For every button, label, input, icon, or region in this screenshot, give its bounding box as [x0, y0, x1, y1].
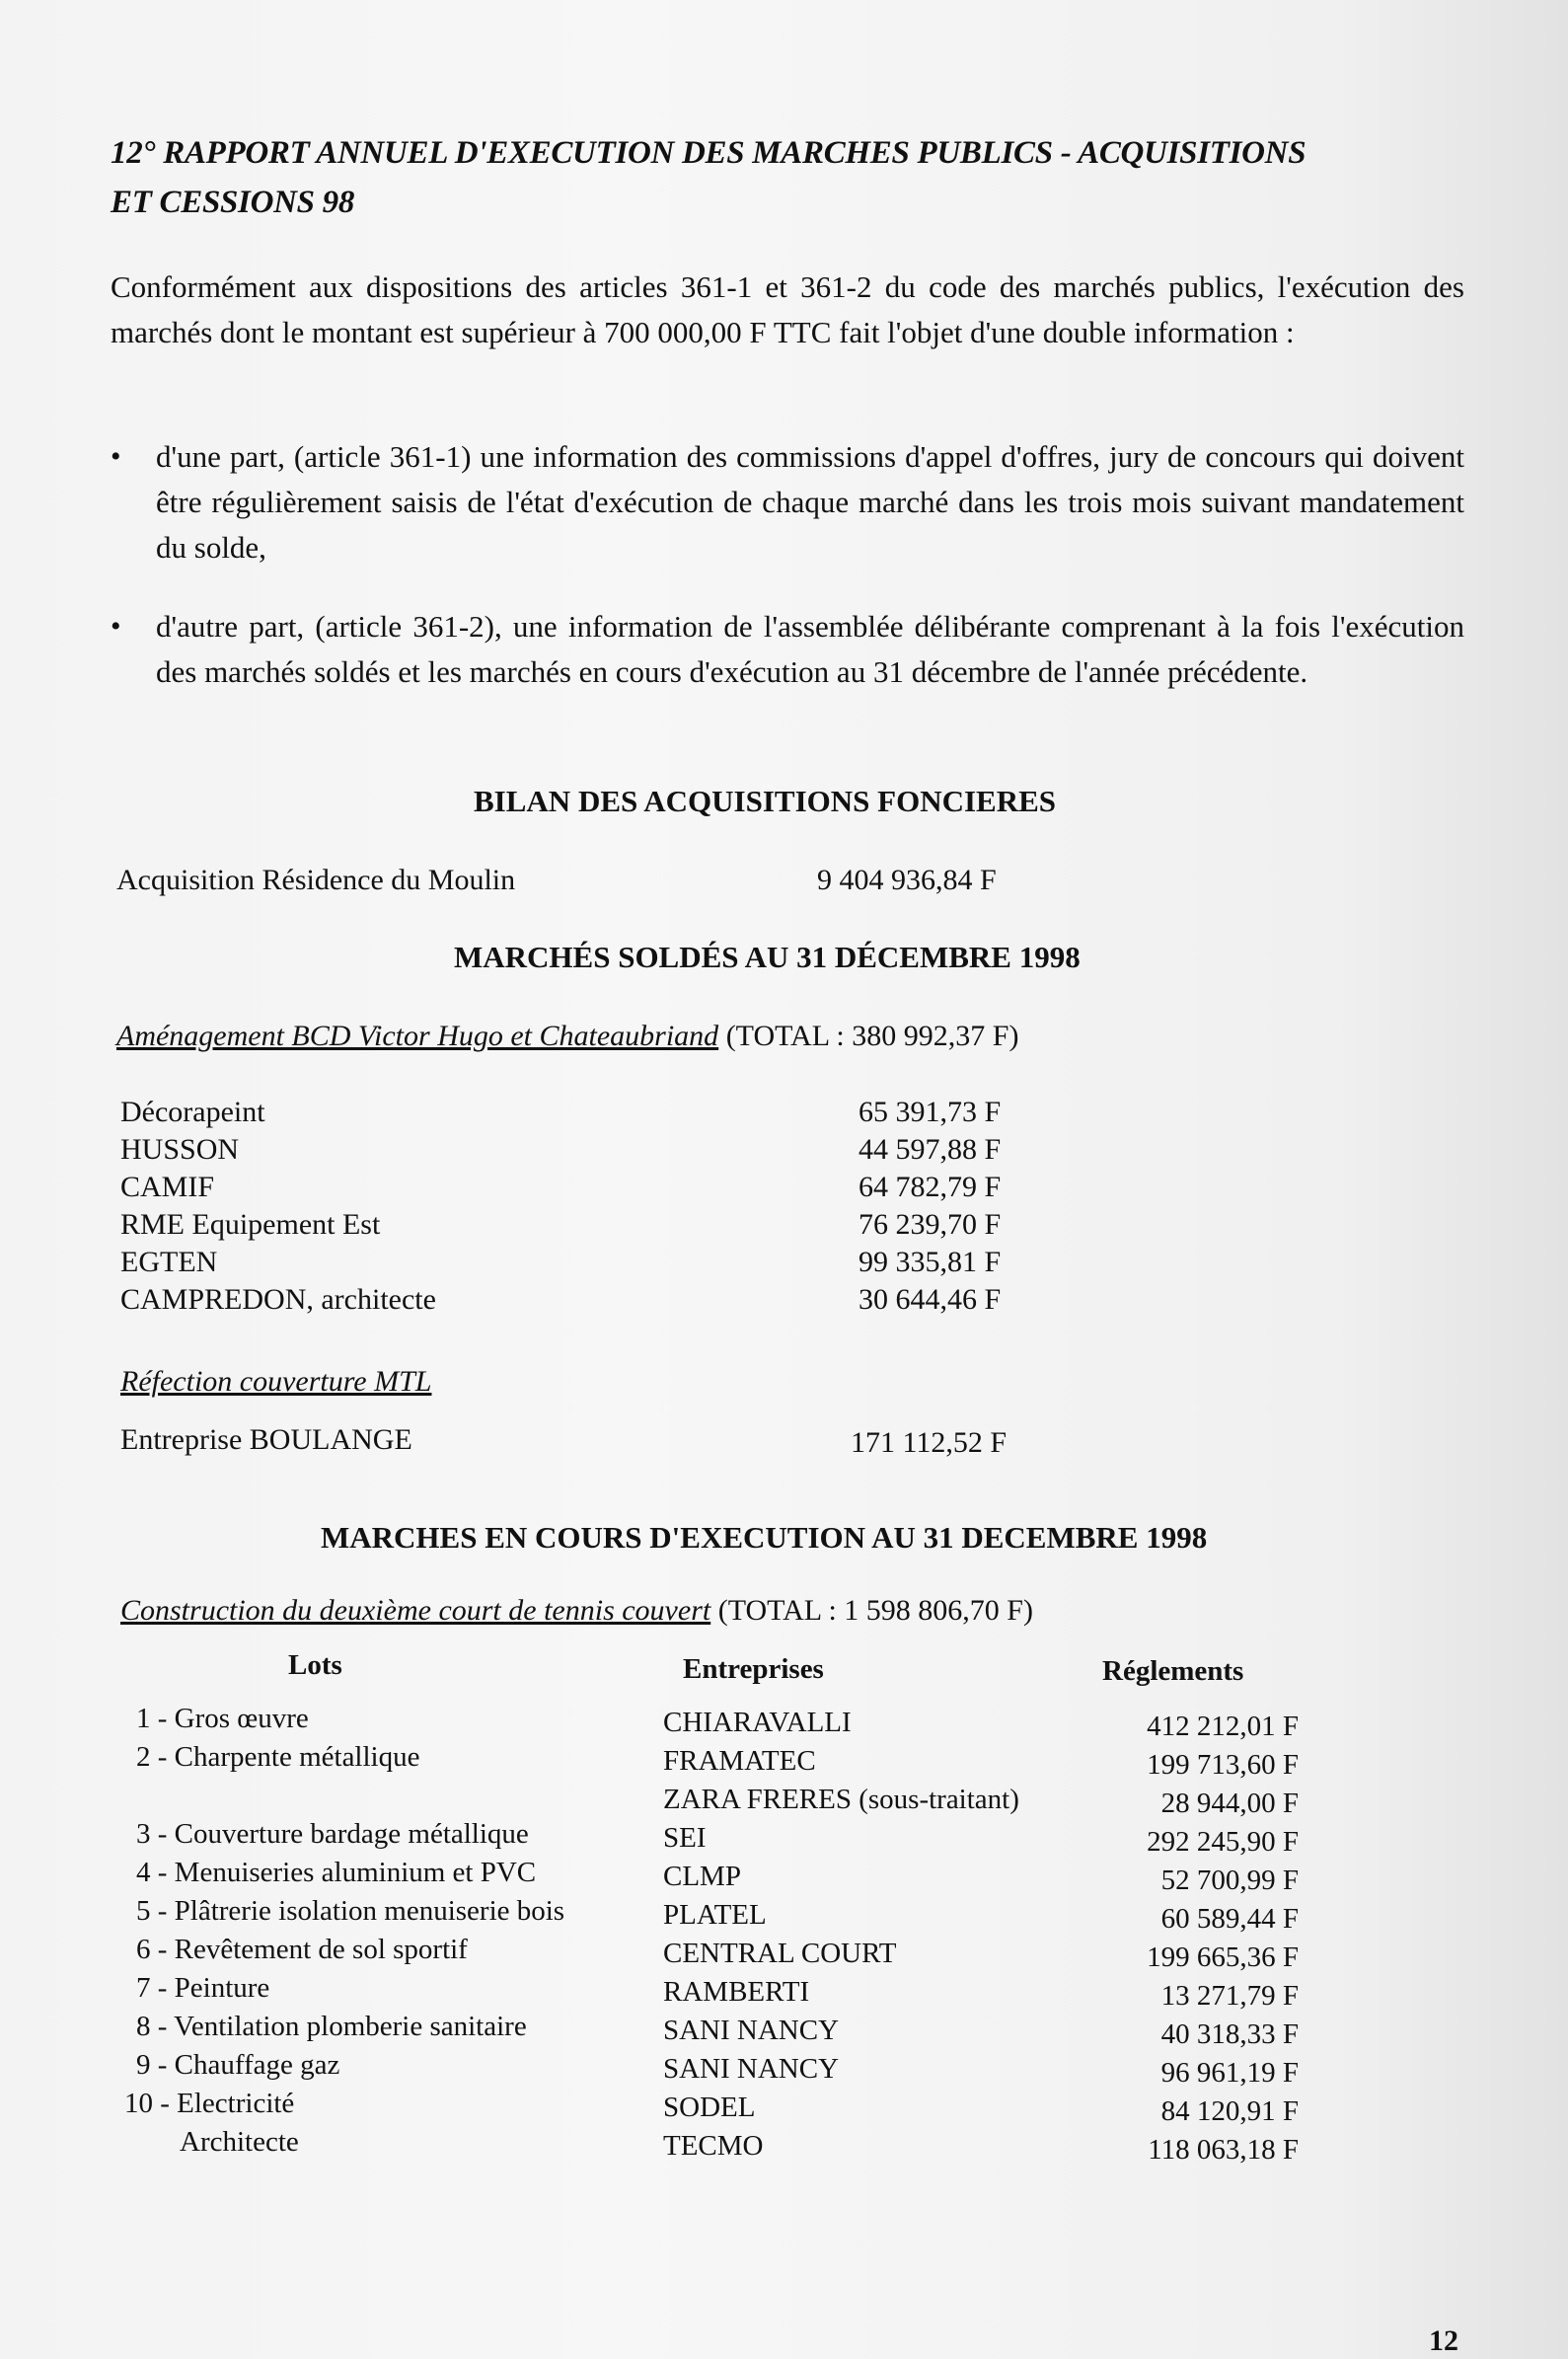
project-title: Construction du deuxième court de tennis couvert — [120, 1594, 711, 1627]
table-row — [0, 1777, 1568, 1819]
bullet-icon: • — [111, 440, 121, 473]
lot-cell: 3 - Couverture bardage métallique — [136, 1818, 529, 1850]
reglement-cell: 96 961,19 F — [1160, 2057, 1299, 2089]
entreprise-cell: CENTRAL COURT — [663, 1938, 897, 1969]
lot-cell: 5 - Plâtrerie isolation menuiserie bois — [136, 1895, 565, 1927]
list-item-amount: 30 644,46 F — [859, 1283, 1002, 1316]
entreprise-cell: PLATEL — [663, 1899, 767, 1931]
list-item-label: RME Equipement Est — [120, 1208, 381, 1241]
entreprise-cell: SEI — [663, 1822, 707, 1854]
entreprise-cell: ZARA FRERES (sous-traitant) — [663, 1784, 1019, 1815]
acquisition-amount: 9 404 936,84 F — [817, 864, 997, 896]
lot-cell: 1 - Gros œuvre — [136, 1703, 309, 1734]
list-item-amount: 65 391,73 F — [859, 1096, 1002, 1128]
table-row — [0, 2008, 1568, 2050]
entreprise-cell: SODEL — [663, 2092, 756, 2123]
table-row — [0, 2123, 1568, 2166]
table-row — [0, 1969, 1568, 2012]
bcd-list — [0, 1094, 1568, 1331]
list-item-label: EGTEN — [120, 1246, 218, 1278]
document-title-line-2: ET CESSIONS 98 — [111, 185, 355, 220]
lot-cell: 2 - Charpente métallique — [136, 1741, 420, 1773]
list-item-amount: 99 335,81 F — [859, 1246, 1002, 1278]
table-row — [0, 1854, 1568, 1896]
reglement-cell: 84 120,91 F — [1160, 2095, 1299, 2127]
column-header-lots: Lots — [288, 1649, 342, 1681]
list-item-label: HUSSON — [120, 1133, 240, 1166]
reglement-cell: 13 271,79 F — [1160, 1980, 1299, 2012]
document-title-line-1: 12° RAPPORT ANNUEL D'EXECUTION DES MARCHES PUBLICS - ACQUISITIONS — [111, 135, 1307, 171]
list-item-amount: 44 597,88 F — [859, 1133, 1002, 1166]
entreprise-cell: SANI NANCY — [663, 2053, 840, 2085]
lot-cell: Architecte — [180, 2126, 299, 2158]
lot-cell: 9 - Chauffage gaz — [136, 2049, 340, 2081]
section-heading-acquisitions: BILAN DES ACQUISITIONS FONCIERES — [474, 784, 1057, 818]
bullet-text: d'une part, (article 361-1) une information des commissions d'appel d'offres, jury de concours qui doivent être régulièrement saisis de l'état d'exécution de chaque marché dans les trois mois suivant mandatement du solde, — [156, 439, 1464, 565]
document-title — [111, 128, 1472, 227]
table-row — [0, 1892, 1568, 1935]
list-item-label: Décorapeint — [120, 1096, 265, 1128]
list-item-amount: 76 239,70 F — [859, 1208, 1002, 1241]
group-heading-bcd — [116, 1017, 1018, 1056]
project-heading — [120, 1591, 1033, 1631]
project-total: (TOTAL : 1 598 806,70 F) — [717, 1594, 1033, 1627]
reglement-cell: 292 245,90 F — [1147, 1826, 1299, 1858]
table-row — [0, 1931, 1568, 1973]
reglement-cell: 199 713,60 F — [1147, 1749, 1299, 1781]
table-row — [0, 1700, 1568, 1742]
page-number: 12 — [1429, 2324, 1458, 2357]
group-total: (TOTAL : 380 992,37 F) — [725, 1020, 1019, 1052]
list-item-label: Entreprise BOULANGE — [120, 1423, 412, 1456]
list-item-label: CAMPREDON, architecte — [120, 1283, 436, 1316]
lot-cell: 4 - Menuiseries aluminium et PVC — [136, 1857, 537, 1888]
group-heading-mtl — [120, 1362, 431, 1402]
group-title: Réfection couverture MTL — [120, 1365, 432, 1398]
list-item-label: CAMIF — [120, 1171, 215, 1203]
bullet-icon: • — [111, 610, 121, 643]
entreprise-cell: RAMBERTI — [663, 1976, 810, 2008]
lots-table — [0, 1700, 1568, 2173]
column-header-reglements: Réglements — [1102, 1655, 1244, 1687]
section-heading-marches-soldes: MARCHÉS SOLDÉS AU 31 DÉCEMBRE 1998 — [454, 940, 1081, 974]
bullet-item-article-361-2 — [111, 604, 1464, 695]
reglement-cell: 60 589,44 F — [1160, 1903, 1299, 1935]
lot-cell: 8 - Ventilation plomberie sanitaire — [136, 2011, 527, 2042]
section-heading-marches-en-cours: MARCHES EN COURS D'EXECUTION AU 31 DECEMBRE 1998 — [321, 1520, 1208, 1555]
table-row — [0, 2085, 1568, 2127]
reglement-cell: 40 318,33 F — [1160, 2018, 1299, 2050]
reglement-cell: 28 944,00 F — [1160, 1788, 1299, 1819]
reglement-cell: 52 700,99 F — [1160, 1864, 1299, 1896]
bullet-text: d'autre part, (article 361-2), une information de l'assemblée délibérante comprenant à la fois l'exécution des marchés soldés et les marchés en cours d'exécution au 31 décembre de l'année précédente. — [156, 609, 1464, 689]
list-item-amount: 171 112,52 F — [851, 1426, 1008, 1459]
reglement-cell: 118 063,18 F — [1148, 2134, 1299, 2166]
entreprise-cell: SANI NANCY — [663, 2015, 840, 2046]
intro-paragraph: Conformément aux dispositions des articles 361-1 et 361-2 du code des marchés publics, l'exécution des marchés dont le montant est supérieur à 700 000,00 F TTC fait l'objet d'une double information : — [111, 269, 1464, 349]
table-row — [0, 1738, 1568, 1781]
bullet-item-article-361-1 — [111, 434, 1464, 571]
group-title: Aménagement BCD Victor Hugo et Chateaubriand — [116, 1020, 719, 1052]
entreprise-cell: FRAMATEC — [663, 1745, 816, 1777]
reglement-cell: 412 212,01 F — [1147, 1711, 1299, 1742]
entreprise-cell: CHIARAVALLI — [663, 1707, 852, 1738]
column-header-entreprises: Entreprises — [683, 1653, 824, 1685]
entreprise-cell: TECMO — [663, 2130, 764, 2162]
table-row — [0, 1815, 1568, 1858]
entreprise-cell: CLMP — [663, 1861, 741, 1892]
list-item-amount: 64 782,79 F — [859, 1171, 1002, 1203]
lot-cell: 10 - Electricité — [124, 2088, 295, 2119]
lot-cell: 7 - Peinture — [136, 1972, 270, 2004]
reglement-cell: 199 665,36 F — [1147, 1941, 1299, 1973]
acquisition-label: Acquisition Résidence du Moulin — [116, 864, 516, 896]
table-row — [0, 2046, 1568, 2089]
lot-cell: 6 - Revêtement de sol sportif — [136, 1934, 468, 1965]
